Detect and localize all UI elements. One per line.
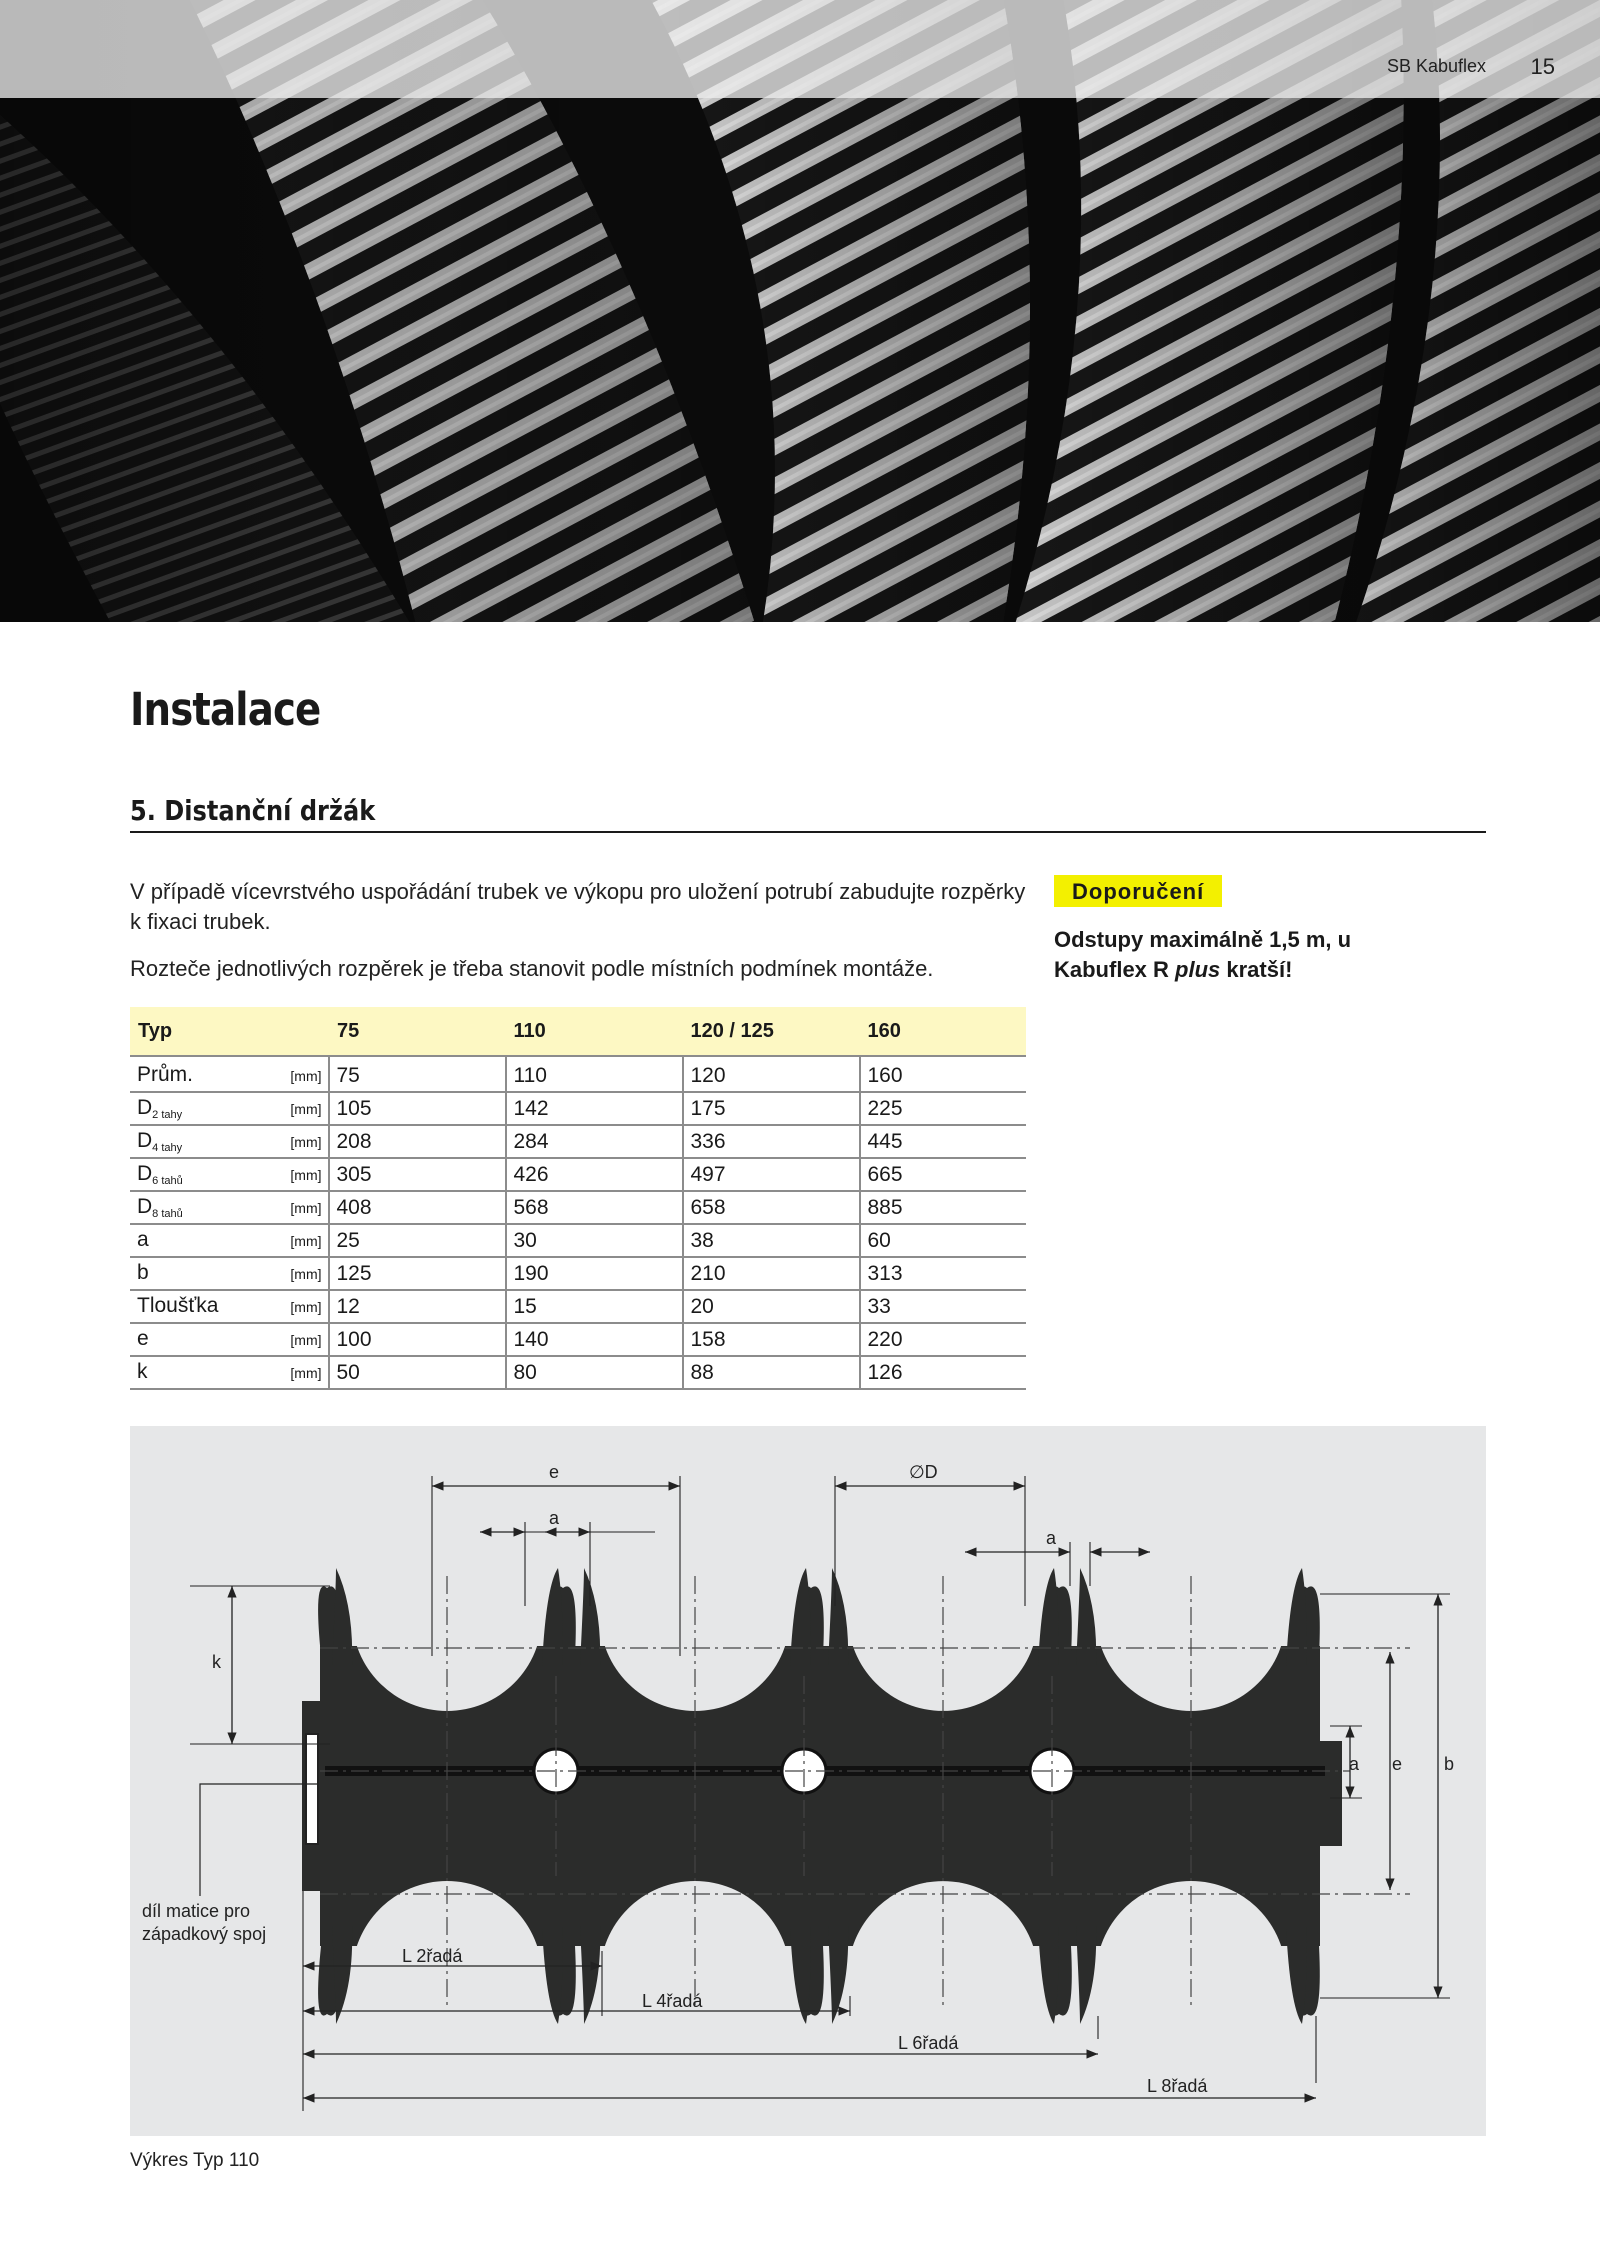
recommendation-text-italic: plus xyxy=(1175,957,1221,982)
row-label-sub: 8 tahů xyxy=(152,1208,183,1220)
unit-cell: [mm] xyxy=(275,1191,329,1224)
row-label-text: Prům. xyxy=(137,1063,194,1086)
table-header-cell: 110 xyxy=(506,1007,683,1056)
upper-prong-3 xyxy=(828,1568,848,1666)
dim-label-e-side: e xyxy=(1392,1754,1403,1774)
upper-prong-1 xyxy=(542,1568,563,1666)
value-cell: 284 xyxy=(506,1125,683,1158)
lower-prong-3 xyxy=(1038,1926,1059,2024)
value-cell: 158 xyxy=(683,1323,860,1356)
upper-cradle-cutout-3 xyxy=(848,1426,1038,1711)
unit-cell: [mm] xyxy=(275,1257,329,1290)
row-label-text: D xyxy=(137,1162,153,1185)
value-cell: 12 xyxy=(329,1290,506,1323)
table-row xyxy=(130,1092,1026,1125)
table-row xyxy=(130,1191,1026,1224)
value-cell: 190 xyxy=(506,1257,683,1290)
row-label xyxy=(130,1092,275,1125)
row-label xyxy=(130,1356,275,1389)
table-header-row xyxy=(130,1007,1026,1056)
hero-photo xyxy=(0,0,1600,622)
section-divider xyxy=(130,831,1486,833)
page-title: Instalace xyxy=(130,683,321,736)
dim-label-l4: L 4řadá xyxy=(642,1991,703,2011)
upper-prong-4 xyxy=(1076,1568,1096,1666)
row-label xyxy=(130,1323,275,1356)
lower-prong-2 xyxy=(580,1926,600,2024)
table-header-cell: 160 xyxy=(860,1007,1027,1056)
value-cell: 140 xyxy=(506,1323,683,1356)
unit-cell: [mm] xyxy=(275,1290,329,1323)
row-label-sub: 4 tahy xyxy=(152,1142,183,1154)
value-cell: 658 xyxy=(683,1191,860,1224)
lower-prong-2 xyxy=(790,1926,811,2024)
value-cell: 225 xyxy=(860,1092,1027,1125)
table-row xyxy=(130,1323,1026,1356)
table-row xyxy=(130,1158,1026,1191)
unit-cell: [mm] xyxy=(275,1092,329,1125)
value-cell: 50 xyxy=(329,1356,506,1389)
lower-prong-4 xyxy=(1286,1926,1307,2024)
page-number: 15 xyxy=(1530,54,1555,79)
value-cell: 120 xyxy=(683,1056,860,1092)
row-label-sub: 6 tahů xyxy=(152,1175,183,1187)
value-cell: 33 xyxy=(860,1290,1027,1323)
upper-prong-2 xyxy=(790,1568,811,1666)
drawing-caption: Výkres Typ 110 xyxy=(130,2150,260,2171)
value-cell: 208 xyxy=(329,1125,506,1158)
row-label xyxy=(130,1257,275,1290)
header-bar xyxy=(0,0,1600,98)
dimension-table xyxy=(130,1007,1026,1390)
value-cell: 175 xyxy=(683,1092,860,1125)
value-cell: 408 xyxy=(329,1191,506,1224)
row-label-text: D xyxy=(137,1096,153,1119)
row-label-text: k xyxy=(137,1360,148,1383)
row-label-text: a xyxy=(137,1228,149,1251)
value-cell: 38 xyxy=(683,1224,860,1257)
value-cell: 568 xyxy=(506,1191,683,1224)
unit-cell: [mm] xyxy=(275,1158,329,1191)
value-cell: 125 xyxy=(329,1257,506,1290)
nut-leader xyxy=(200,1784,318,1896)
unit-cell: [mm] xyxy=(275,1056,329,1092)
spacer-right-lug xyxy=(1308,1741,1342,1846)
value-cell: 75 xyxy=(329,1056,506,1092)
upper-prong-1 xyxy=(332,1568,352,1666)
value-cell: 142 xyxy=(506,1092,683,1125)
nut-slot xyxy=(306,1734,318,1844)
dim-label-l8: L 8řadá xyxy=(1147,2076,1208,2096)
row-label-text: e xyxy=(137,1327,149,1350)
recommendation-text-b: kratší! xyxy=(1220,957,1293,982)
value-cell: 426 xyxy=(506,1158,683,1191)
recommendation-text xyxy=(1054,925,1434,985)
value-cell: 497 xyxy=(683,1158,860,1191)
upper-cradle-cutout-2 xyxy=(600,1426,790,1711)
table-row xyxy=(130,1056,1026,1092)
row-label xyxy=(130,1158,275,1191)
table-header-cell xyxy=(275,1007,329,1056)
row-label-text: b xyxy=(137,1261,149,1284)
dim-label-k: k xyxy=(212,1652,221,1672)
dim-label-l2: L 2řadá xyxy=(402,1946,463,1966)
lower-prong-3 xyxy=(828,1926,848,2024)
value-cell: 20 xyxy=(683,1290,860,1323)
table-row xyxy=(130,1257,1026,1290)
table-row xyxy=(130,1224,1026,1257)
row-label xyxy=(130,1290,275,1323)
upper-prong-4 xyxy=(1286,1568,1307,1666)
brand-name: SB Kabuflex xyxy=(1386,56,1486,76)
row-label-text: Tloušťka xyxy=(137,1294,219,1317)
value-cell: 80 xyxy=(506,1356,683,1389)
row-label xyxy=(130,1224,275,1257)
value-cell: 210 xyxy=(683,1257,860,1290)
row-label-sub: 2 tahy xyxy=(152,1109,183,1121)
unit-cell: [mm] xyxy=(275,1125,329,1158)
section-title: 5. Distanční držák xyxy=(130,794,376,827)
value-cell: 160 xyxy=(860,1056,1027,1092)
value-cell: 445 xyxy=(860,1125,1027,1158)
dim-label-diameter: ∅D xyxy=(909,1462,938,1482)
unit-cell: [mm] xyxy=(275,1323,329,1356)
nut-label: díl matice pro západkový spoj xyxy=(142,1901,267,1944)
dim-label-e-top: e xyxy=(549,1462,560,1482)
row-label xyxy=(130,1191,275,1224)
dim-label-a-right: a xyxy=(1046,1528,1057,1548)
value-cell: 313 xyxy=(860,1257,1027,1290)
row-label-text: D xyxy=(137,1129,153,1152)
value-cell: 100 xyxy=(329,1323,506,1356)
row-label-text: D xyxy=(137,1195,153,1218)
row-label xyxy=(130,1056,275,1092)
lower-prong-4 xyxy=(1076,1926,1096,2024)
paragraph-1: V případě vícevrstvého uspořádání trubek ve výkopu pro uložení potrubí zabudujte rozpěrky k fixaci trubek. xyxy=(130,879,1026,934)
dim-label-a-top: a xyxy=(549,1508,560,1528)
recommendation-text-a: Odstupy maximálně 1,5 m, u Kabuflex R xyxy=(1054,927,1352,982)
table-header-cell: 75 xyxy=(329,1007,506,1056)
value-cell: 220 xyxy=(860,1323,1027,1356)
row-label xyxy=(130,1125,275,1158)
spacer-drawing xyxy=(130,1426,1486,2136)
upper-prong-3 xyxy=(1038,1568,1059,1666)
table-header-cell: 120 / 125 xyxy=(683,1007,860,1056)
value-cell: 105 xyxy=(329,1092,506,1125)
table-header-cell: Typ xyxy=(130,1007,275,1056)
value-cell: 110 xyxy=(506,1056,683,1092)
value-cell: 885 xyxy=(860,1191,1027,1224)
upper-cradle-cutout-1 xyxy=(352,1426,542,1711)
table-row xyxy=(130,1290,1026,1323)
dim-label-b-side: b xyxy=(1444,1754,1455,1774)
unit-cell: [mm] xyxy=(275,1356,329,1389)
value-cell: 336 xyxy=(683,1125,860,1158)
value-cell: 88 xyxy=(683,1356,860,1389)
table-row xyxy=(130,1356,1026,1389)
dim-label-l6: L 6řadá xyxy=(898,2033,959,2053)
paragraph-2: Rozteče jednotlivých rozpěrek je třeba stanovit podle místních podmínek montáže. xyxy=(130,956,934,981)
value-cell: 126 xyxy=(860,1356,1027,1389)
dim-label-a-side: a xyxy=(1349,1754,1360,1774)
unit-cell: [mm] xyxy=(275,1224,329,1257)
value-cell: 15 xyxy=(506,1290,683,1323)
technical-drawing xyxy=(130,1426,1486,2136)
table-row xyxy=(130,1125,1026,1158)
value-cell: 665 xyxy=(860,1158,1027,1191)
value-cell: 25 xyxy=(329,1224,506,1257)
recommendation-label: Doporučení xyxy=(1054,875,1222,907)
value-cell: 305 xyxy=(329,1158,506,1191)
lower-prong-1 xyxy=(542,1926,563,2024)
upper-cradle-cutout-4 xyxy=(1096,1426,1286,1711)
value-cell: 30 xyxy=(506,1224,683,1257)
value-cell: 60 xyxy=(860,1224,1027,1257)
